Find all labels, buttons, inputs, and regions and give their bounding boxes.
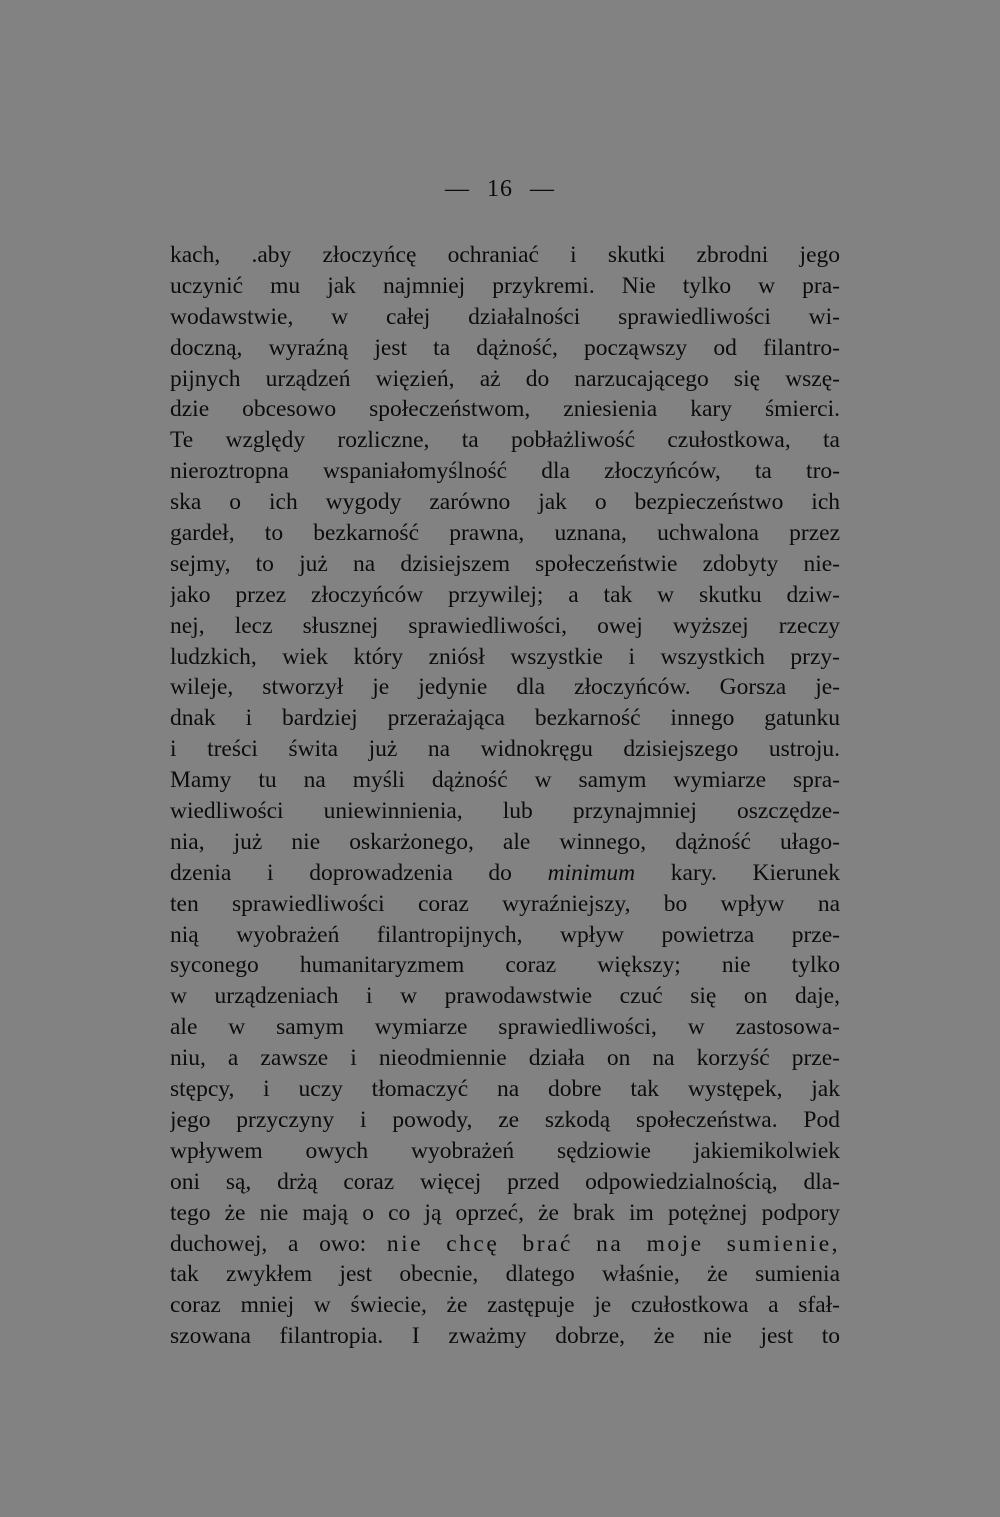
text-line-21-after: kary. Kierunek — [635, 859, 840, 886]
text-line-35: coraz mniej w świecie, że zastępuje je czułostkowa a sfał- — [170, 1292, 840, 1319]
text-line-36: szowana filantropia. I zważmy dobrze, że nie jest to — [170, 1323, 840, 1350]
text-line-17: i treści świta już na widnokręgu dzisiejszego ustroju. — [170, 736, 840, 763]
text-line-30: wpływem owych wyobrażeń sędziowie jakiemikolwiek — [170, 1137, 840, 1164]
text-line-26: ale w samym wymiarze sprawiedliwości, w zastosowa- — [170, 1014, 840, 1041]
text-line-4: doczną, wyraźną jest ta dążność, począwszy od filantro- — [170, 334, 840, 361]
text-line-28: stępcy, i uczy tłomaczyć na dobre tak występek, jak — [170, 1076, 840, 1103]
text-line-8: nieroztropna wspaniałomyślność dla złoczyńców, ta tro- — [170, 458, 840, 485]
page-number-dash-left: — — [445, 176, 470, 202]
text-line-16: dnak i bardziej przerażająca bezkarność innego gatunku — [170, 705, 840, 732]
text-line-2: uczynić mu jak najmniej przykremi. Nie tylko w pra- — [170, 272, 840, 299]
text-line-24: syconego humanitaryzmem coraz większy; nie tylko — [170, 952, 840, 979]
text-line-29: jego przyczyny i powody, ze szkodą społeczeństwa. Pod — [170, 1106, 840, 1133]
text-line-25: w urządzeniach i w prawodawstwie czuć się on daje, — [170, 983, 840, 1010]
text-line-19: wiedliwości uniewinnienia, lub przynajmniej oszczędze- — [170, 798, 840, 825]
text-line-33-spaced: nie chcę brać na moje sumienie, — [386, 1230, 840, 1257]
text-line-10: gardeł, to bezkarność prawna, uznana, uchwalona przez — [170, 520, 840, 547]
text-line-9: ska o ich wygody zarówno jak o bezpieczeństwo ich — [170, 489, 840, 516]
text-line-6: dzie obcesowo społeczeństwom, zniesienia kary śmierci. — [170, 396, 840, 423]
text-line-5: pijnych urządzeń więzień, aż do narzucającego się wszę- — [170, 365, 840, 392]
text-line-14: ludzkich, wiek który zniósł wszystkie i wszystkich przy- — [170, 643, 840, 670]
text-line-1: kach, .aby złoczyńcę ochraniać i skutki zbrodni jego — [170, 242, 840, 268]
text-line-15: wileje, stworzył je jedynie dla złoczyńców. Gorsza je- — [170, 674, 840, 701]
text-line-7: Te względy rozliczne, ta pobłażliwość czułostkowa, ta — [170, 427, 840, 454]
text-line-33 — [170, 1229, 840, 1260]
page-number-dash-right: — — [530, 176, 555, 202]
text-line-21-before: dzenia i doprowadzenia do — [170, 859, 548, 886]
text-line-33-before: duchowej, a owo: — [170, 1230, 387, 1257]
text-line-34: tak zwykłem jest obecnie, dlatego właśnie, że sumienia — [170, 1261, 840, 1288]
text-line-21-italic: minimum — [547, 859, 636, 886]
text-line-13: nej, lecz słusznej sprawiedliwości, owej wyższej rzeczy — [170, 612, 840, 639]
text-line-18: Mamy tu na myśli dążność w samym wymiarze spra- — [170, 767, 840, 794]
text-line-22: ten sprawiedliwości coraz wyraźniejszy, bo wpływ na — [170, 890, 840, 917]
page-number-value: 16 — [487, 176, 513, 202]
text-line-31: oni są, drżą coraz więcej przed odpowiedzialnością, dla- — [170, 1168, 840, 1195]
text-line-3: wodawstwie, w całej działalności sprawiedliwości wi- — [170, 303, 840, 330]
text-line-32: tego że nie mają o co ją oprzeć, że brak im potężnej podpory — [170, 1199, 840, 1226]
text-line-21 — [170, 858, 840, 889]
page-number — [0, 176, 1000, 203]
text-line-20: nia, już nie oskarżonego, ale winnego, dążność ułago- — [170, 828, 840, 855]
text-line-23: nią wyobrażeń filantropijnych, wpływ powietrza prze- — [170, 921, 840, 948]
text-line-12: jako przez złoczyńców przywilej; a tak w skutku dziw- — [170, 581, 840, 608]
body-text — [170, 240, 840, 1352]
text-line-11: sejmy, to już na dzisiejszem społeczeństwie zdobyty nie- — [170, 550, 840, 577]
text-line-27: niu, a zawsze i nieodmiennie działa on na korzyść prze- — [170, 1045, 840, 1072]
